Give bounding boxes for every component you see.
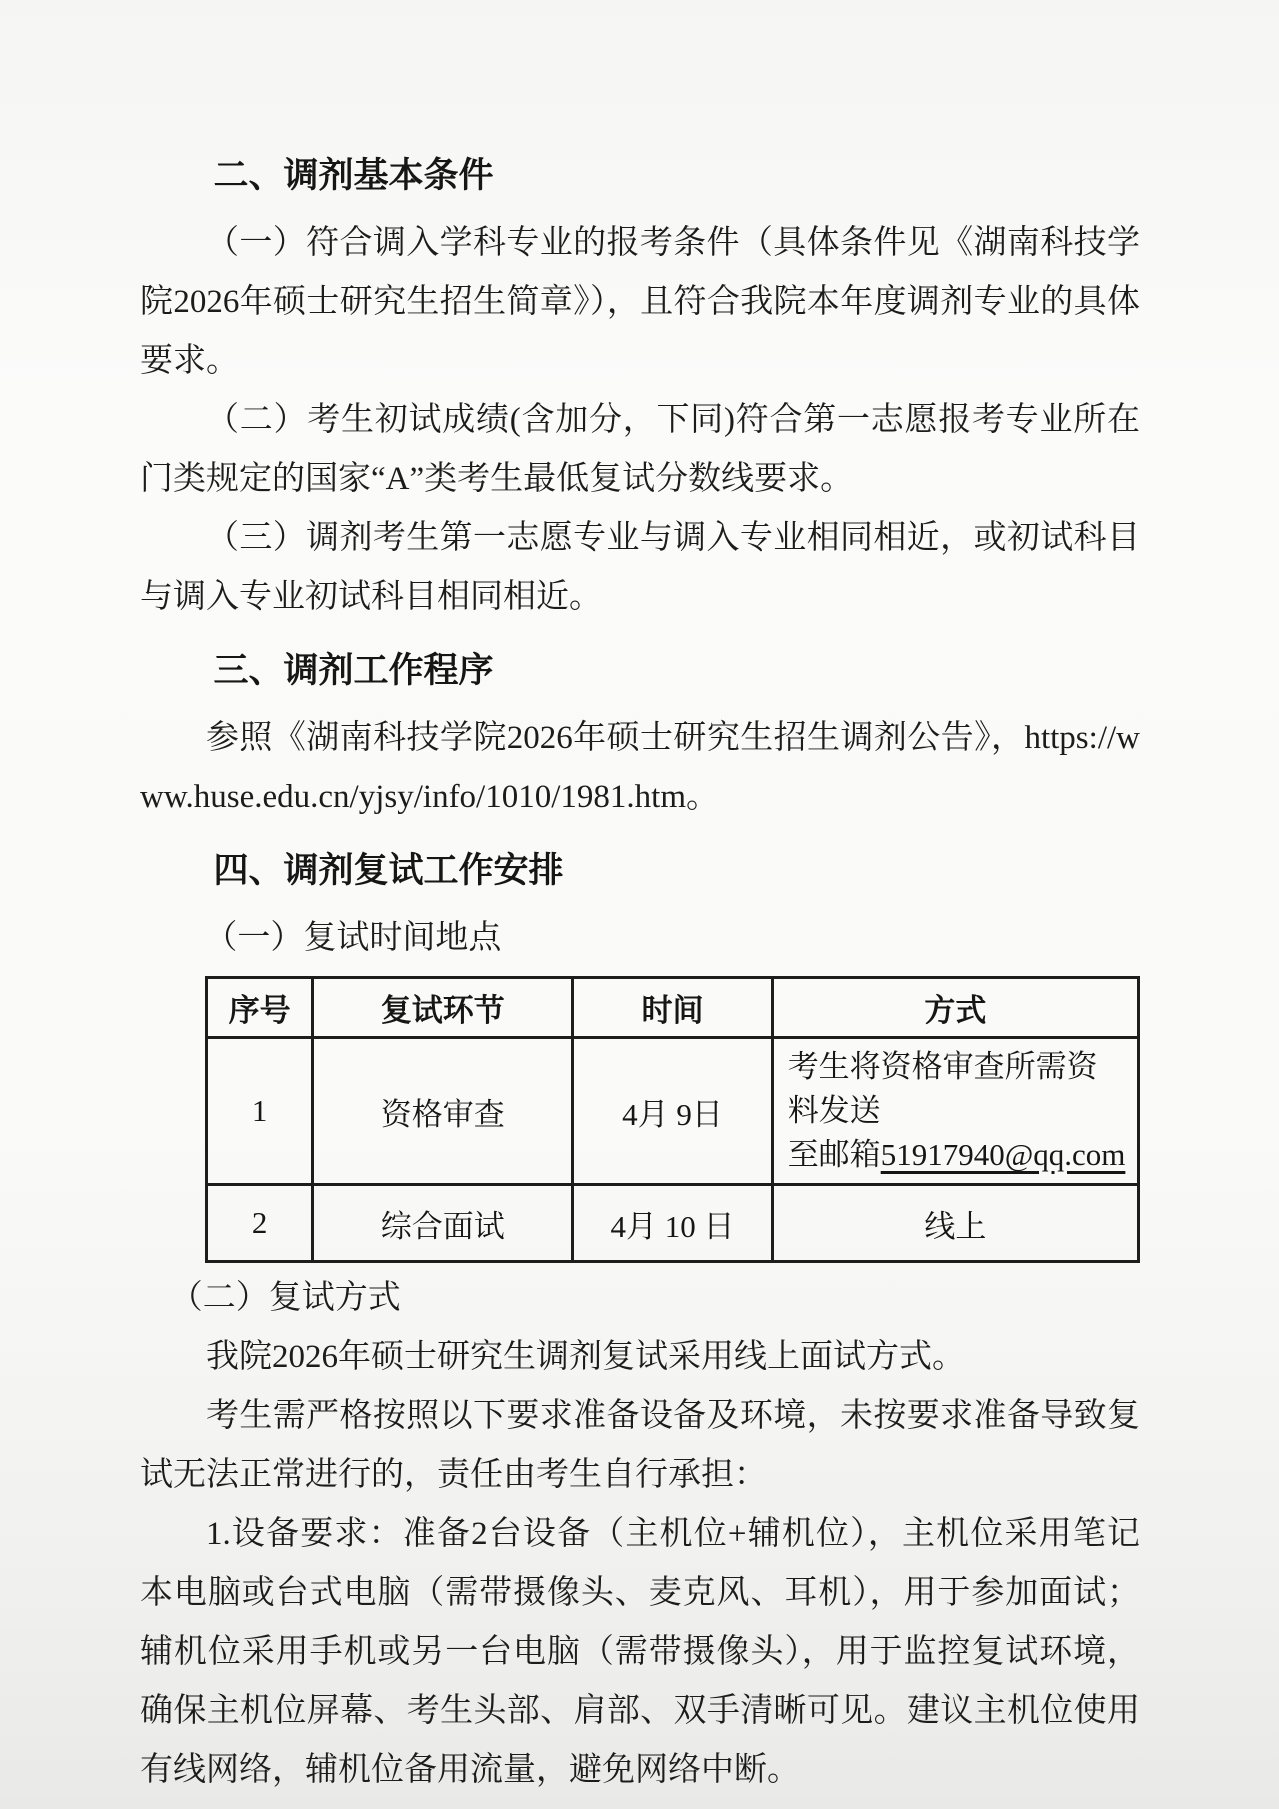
cell-row2-no: 2 — [207, 1185, 313, 1262]
section-3-heading: 三、调剂工作程序 — [213, 651, 494, 690]
para-prepare-requirement: 考生需严格按照以下要求准备设备及环境，未按要求准备导致复试无法正常进行的，责任由考生自行承担： — [140, 1398, 1140, 1493]
cell-row2-stage: 综合面试 — [313, 1185, 573, 1262]
cell-row1-method — [772, 1038, 1138, 1185]
method-line-2 — [788, 1133, 1127, 1177]
reexam-schedule-table — [205, 976, 1140, 1263]
email-link[interactable]: 51917940@qq.com — [880, 1137, 1126, 1172]
cell-row1-no: 1 — [207, 1038, 313, 1185]
table-header-no: 序号 — [207, 978, 313, 1038]
para-procedure — [140, 709, 1140, 827]
method-email-prefix: 至邮箱 — [787, 1137, 881, 1172]
para-condition-2: （二）考生初试成绩(含加分，下同)符合第一志愿报考专业所在门类规定的国家“A”类考生最低复试分数线要求。 — [140, 402, 1140, 497]
table-row — [207, 1038, 1139, 1185]
cell-row1-stage: 资格审查 — [313, 1038, 573, 1185]
table-header-row — [207, 978, 1139, 1038]
table-header-stage: 复试环节 — [313, 978, 573, 1038]
table-row — [207, 1185, 1139, 1262]
para-online-interview: 我院2026年硕士研究生调剂复试采用线上面试方式。 — [206, 1339, 965, 1375]
section-2-heading: 二、调剂基本条件 — [213, 156, 494, 195]
method-line-1: 考生将资格审查所需资料发送 — [787, 1049, 1098, 1128]
cell-row2-method: 线上 — [772, 1185, 1138, 1262]
subsection-reexam-time-place: （一）复试时间地点 — [204, 920, 502, 956]
section-4-heading: 四、调剂复试工作安排 — [213, 851, 564, 890]
subsection-reexam-method: （二）复试方式 — [169, 1280, 401, 1316]
table-header-time: 时间 — [573, 978, 772, 1038]
procedure-url-link[interactable]: https://www.huse.edu.cn/yjsy/info/1010/1981.htm。 — [140, 720, 1140, 815]
cell-row1-time: 4月 9日 — [573, 1038, 772, 1185]
table-header-method: 方式 — [772, 978, 1138, 1038]
cell-row2-time: 4月 10 日 — [573, 1185, 772, 1262]
procedure-reference-text: 参照《湖南科技学院2026年硕士研究生招生调剂公告》， — [206, 720, 1025, 756]
para-condition-3: （三）调剂考生第一志愿专业与调入专业相同相近，或初试科目与调入专业初试科目相同相近。 — [140, 520, 1140, 615]
para-condition-1: （一）符合调入学科专业的报考条件（具体条件见《湖南科技学院2026年硕士研究生招生简章》），且符合我院本年度调剂专业的具体要求。 — [140, 225, 1140, 379]
para-device-requirement: 1.设备要求：准备2台设备（主机位+辅机位），主机位采用笔记本电脑或台式电脑（需带摄像头、麦克风、耳机），用于参加面试；辅机位采用手机或另一台电脑（需带摄像头），用于监控复试环境，确保主机位屏幕、考生头部、肩部、双手清晰可见。建议主机位使用有线网络，辅机位备用流量，避免网络中断。 — [140, 1516, 1140, 1788]
